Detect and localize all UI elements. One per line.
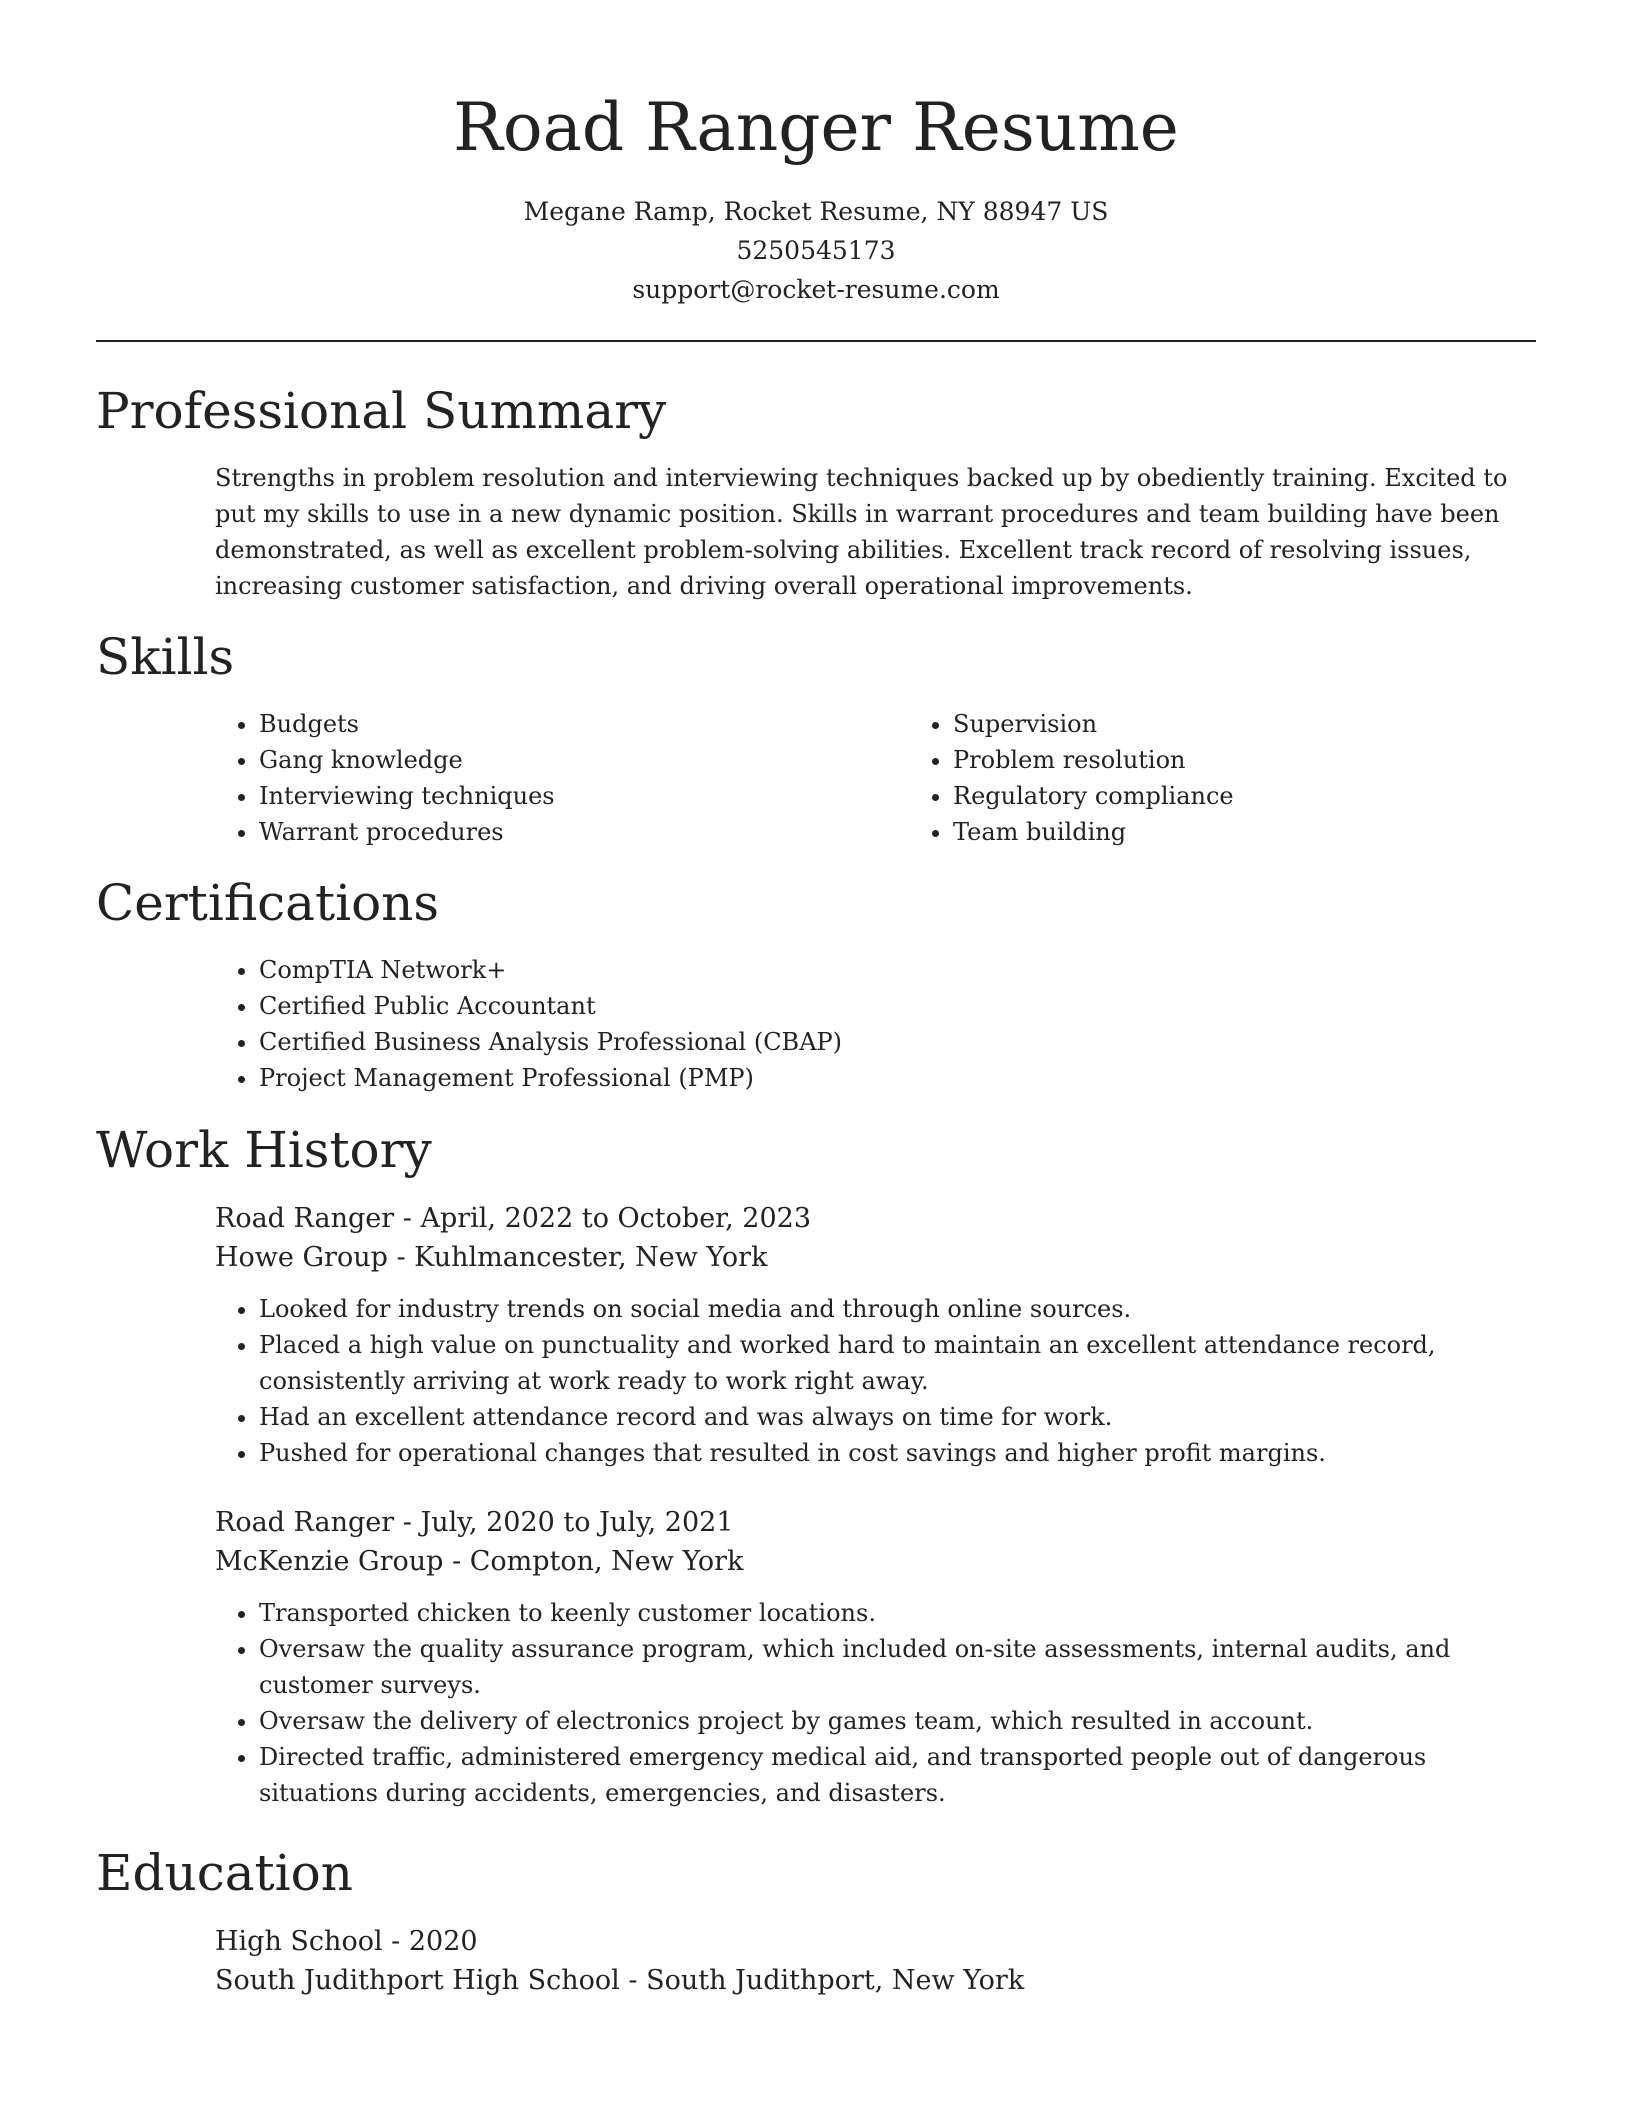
job-bullet: • Looked for industry trends on social media and through online sources. <box>259 1291 1536 1327</box>
section-title-certifications: Certifications <box>96 874 440 932</box>
header-divider <box>96 340 1536 342</box>
skills-block <box>215 706 1536 850</box>
skill-item: • Budgets <box>259 706 909 742</box>
skills-list-right <box>909 706 1603 850</box>
skill-item: • Warrant procedures <box>259 814 909 850</box>
job-bullet: • Oversaw the quality assurance program, which included on-site assessments, internal audits, and customer surveys. <box>259 1631 1536 1703</box>
certification-item: • Certified Public Accountant <box>259 988 1536 1024</box>
job-title-dates: Road Ranger - April, 2022 to October, 2023 <box>215 1203 811 1234</box>
section-title-summary: Professional Summary <box>96 382 667 440</box>
skill-item: • Supervision <box>953 706 1603 742</box>
education-entry <box>215 1922 1536 2000</box>
job-company-location: Howe Group - Kuhlmancester, New York <box>215 1242 768 1273</box>
education-school-location: South Judithport High School - South Judithport, New York <box>215 1965 1025 1996</box>
job-bullet: • Pushed for operational changes that resulted in cost savings and higher profit margins. <box>259 1435 1536 1471</box>
job-bullet: • Had an excellent attendance record and was always on time for work. <box>259 1399 1536 1435</box>
job-company-location: McKenzie Group - Compton, New York <box>215 1546 744 1577</box>
certifications-list <box>215 952 1536 1096</box>
job-bullet: • Oversaw the delivery of electronics project by games team, which resulted in account. <box>259 1703 1536 1739</box>
job-title-dates: Road Ranger - July, 2020 to July, 2021 <box>215 1507 734 1538</box>
education-degree-year: High School - 2020 <box>215 1926 478 1957</box>
skill-item: • Team building <box>953 814 1603 850</box>
certification-item: • CompTIA Network+ <box>259 952 1536 988</box>
certification-item: • Project Management Professional (PMP) <box>259 1060 1536 1096</box>
job-bullet-list <box>215 1291 1536 1471</box>
resume-title: Road Ranger Resume <box>453 89 1179 166</box>
skill-item: • Regulatory compliance <box>953 778 1603 814</box>
skills-list-left <box>215 706 909 850</box>
skill-item: • Interviewing techniques <box>259 778 909 814</box>
contact-address: Megane Ramp, Rocket Resume, NY 88947 US <box>523 197 1109 226</box>
job-bullet: • Placed a high value on punctuality and worked hard to maintain an excellent attendance record, consistently arriving at work ready to work right away. <box>259 1327 1536 1399</box>
summary-text: Strengths in problem resolution and interviewing techniques backed up by obediently training. Excited to put my skills to use in a new dynamic position. Skills in warrant procedures and team building have been demonstrated, as well as excellent problem-solving abilities. Excellent track record of resolving issues, increasing customer satisfaction, and driving overall operational improvements. <box>215 464 1508 600</box>
skill-item: • Problem resolution <box>953 742 1603 778</box>
certification-item: • Certified Business Analysis Professional (CBAP) <box>259 1024 1536 1060</box>
summary-block <box>215 460 1536 604</box>
section-title-education: Education <box>96 1844 353 1902</box>
section-title-skills: Skills <box>96 628 235 686</box>
resume-page <box>96 0 1536 1996</box>
resume-header <box>96 0 1536 309</box>
section-title-work-history: Work History <box>96 1121 432 1179</box>
job-bullet: • Transported chicken to keenly customer locations. <box>259 1595 1536 1631</box>
contact-phone: 5250545173 <box>736 236 896 265</box>
job-bullet-list <box>215 1595 1536 1811</box>
certifications-block <box>215 952 1536 1096</box>
job-bullet: • Directed traffic, administered emergency medical aid, and transported people out of dangerous situations during accidents, emergencies, and disasters. <box>259 1739 1536 1811</box>
job-entry <box>215 1503 1536 1811</box>
job-entry <box>215 1199 1536 1471</box>
skill-item: • Gang knowledge <box>259 742 909 778</box>
contact-email: support@rocket-resume.com <box>632 275 1000 304</box>
contact-info <box>96 192 1536 309</box>
